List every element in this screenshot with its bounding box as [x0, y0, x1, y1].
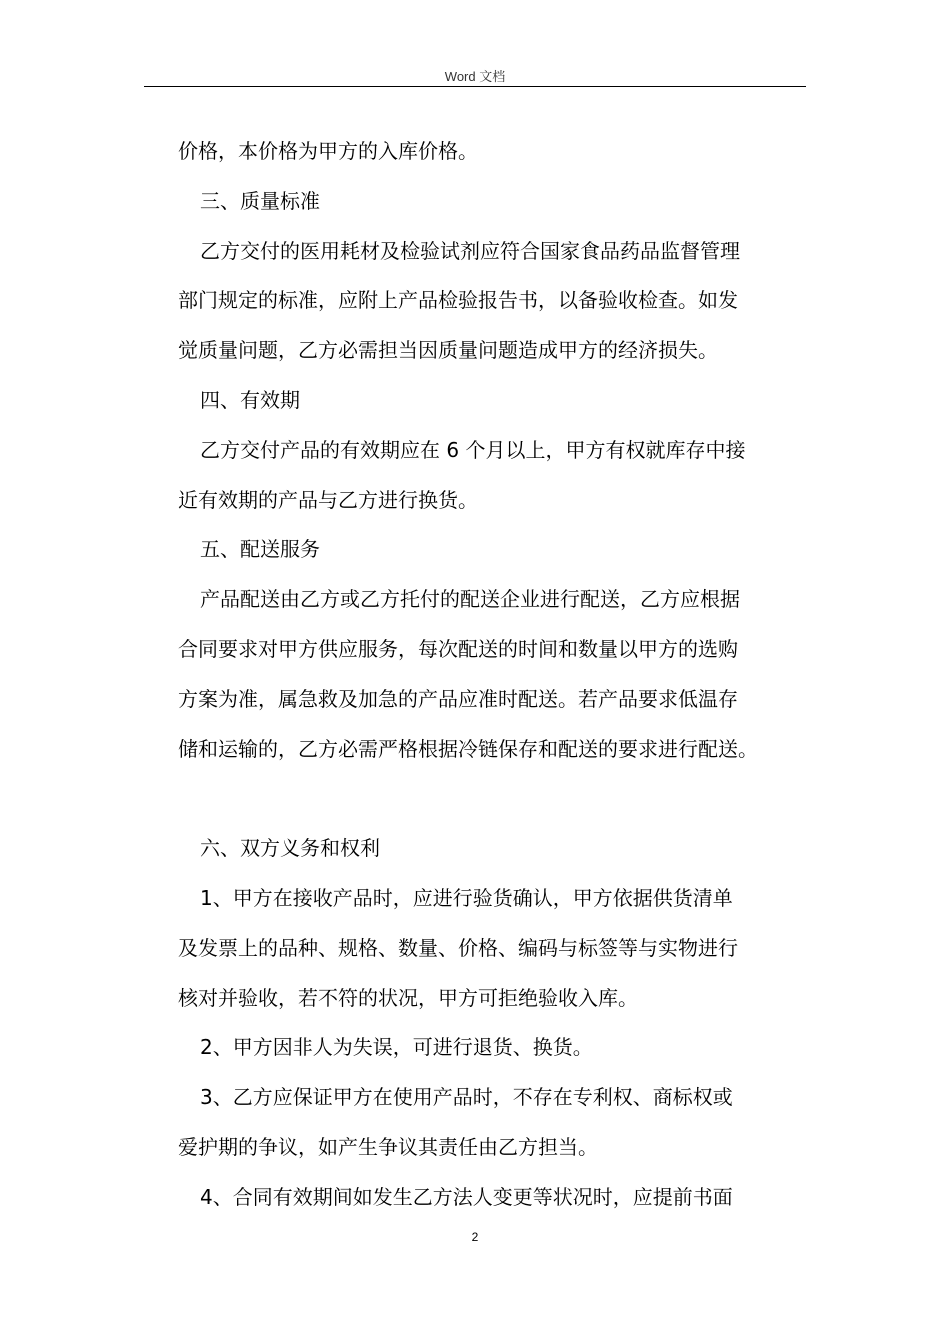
paragraph-line: 近有效期的产品与乙方进行换货。	[178, 487, 478, 512]
document-body	[178, 131, 808, 1227]
paragraph-line: 4、合同有效期间如发生乙方法人变更等状况时，应提前书面	[200, 1184, 733, 1209]
paragraph-line: 觉质量问题，乙方必需担当因质量问题造成甲方的经济损失。	[178, 338, 718, 363]
section-heading: 四、有效期	[200, 387, 300, 412]
header-rule	[144, 86, 806, 87]
paragraph-line: 1、甲方在接收产品时，应进行验货确认，甲方依据供货清单	[200, 885, 733, 910]
paragraph-line: 核对并验收，若不符的状况，甲方可拒绝验收入库。	[178, 985, 638, 1010]
page-header-title: Word 文档	[444, 69, 506, 84]
paragraph-line: 乙方交付的医用耗材及检验试剂应符合国家食品药品监督管理	[200, 238, 740, 263]
section-heading: 五、配送服务	[200, 537, 320, 562]
paragraph-line: 产品配送由乙方或乙方托付的配送企业进行配送，乙方应根据	[200, 587, 740, 612]
paragraph-line: 部门规定的标准，应附上产品检验报告书，以备验收检查。如发	[178, 288, 738, 313]
paragraph-line: 储和运输的，乙方必需严格根据冷链保存和配送的要求进行配送。	[178, 736, 758, 761]
section-heading: 六、双方义务和权利	[200, 836, 380, 861]
blank-line	[178, 778, 808, 828]
paragraph-line: 乙方交付产品的有效期应在 6 个月以上，甲方有权就库存中接	[200, 437, 746, 462]
paragraph-line: 及发票上的品种、规格、数量、价格、编码与标签等与实物进行	[178, 935, 738, 960]
page-number: 2	[471, 1230, 479, 1244]
paragraph-line: 爱护期的争议，如产生争议其责任由乙方担当。	[178, 1134, 598, 1159]
section-heading: 三、质量标准	[200, 188, 320, 213]
paragraph-line: 方案为准，属急救及加急的产品应准时配送。若产品要求低温存	[178, 686, 738, 711]
paragraph-line: 3、乙方应保证甲方在使用产品时，不存在专利权、商标权或	[200, 1085, 733, 1110]
paragraph-line: 2、甲方因非人为失误，可进行退货、换货。	[200, 1035, 593, 1060]
paragraph-line: 价格，本价格为甲方的入库价格。	[178, 139, 478, 163]
paragraph-line: 合同要求对甲方供应服务，每次配送的时间和数量以甲方的选购	[178, 636, 738, 661]
